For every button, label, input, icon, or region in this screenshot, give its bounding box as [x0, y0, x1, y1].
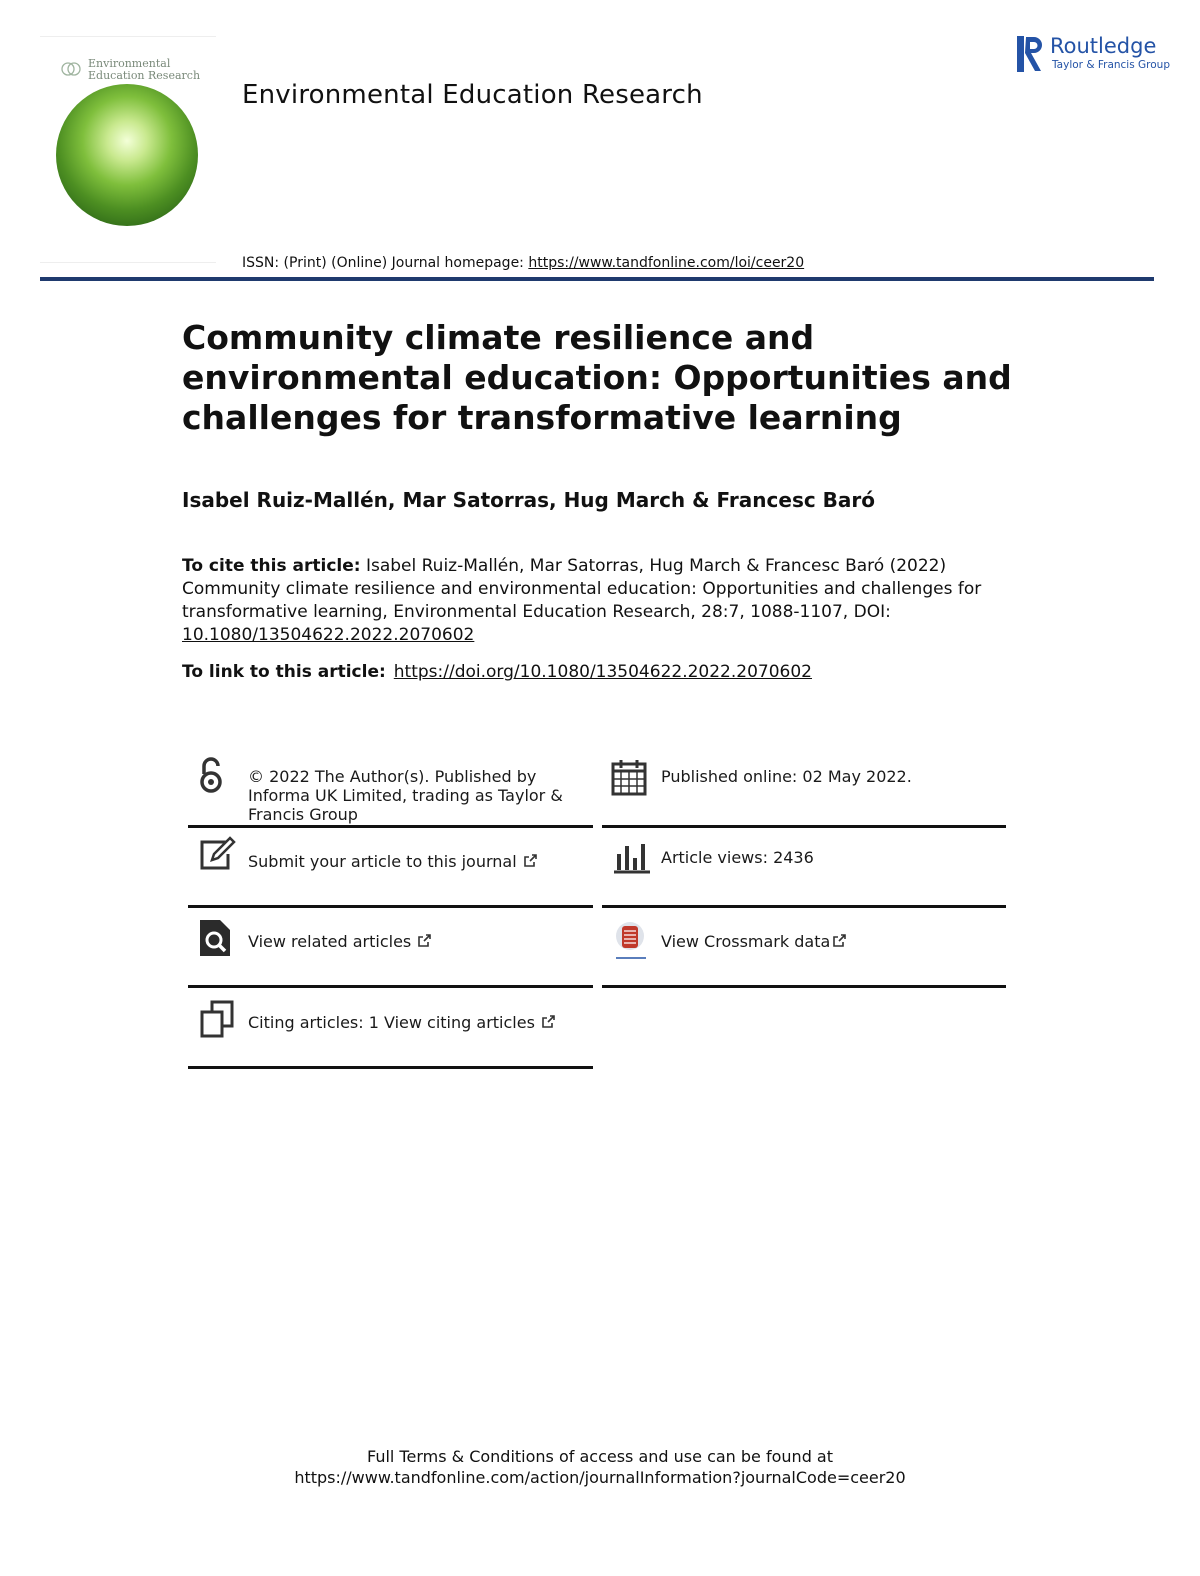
related-articles-text: View related articles: [248, 932, 412, 951]
open-access-icon: [194, 756, 234, 796]
crossmark-text: View Crossmark data: [661, 932, 831, 951]
cover-top-line: [40, 36, 216, 37]
edit-icon: [198, 836, 238, 876]
divider: [188, 1066, 593, 1069]
issn-text: ISSN: (Print) (Online) Journal homepage:: [242, 255, 529, 271]
crossmark-link[interactable]: [661, 932, 846, 951]
cover-bottom-line: [40, 262, 216, 263]
cover-title: Environmental Education Research: [88, 57, 201, 82]
bar-chart-icon: [612, 838, 652, 878]
header-rule: [40, 277, 1154, 281]
divider: [602, 825, 1006, 828]
external-link-icon: [523, 854, 537, 868]
external-link-icon: [832, 934, 846, 948]
citing-articles-text: Citing articles: 1 View citing articles: [248, 1013, 535, 1032]
search-document-icon: [198, 918, 238, 958]
calendar-icon: [610, 758, 650, 798]
license-text: © 2022 The Author(s). Published by Informa UK Limited, trading as Taylor & Francis Group: [248, 767, 563, 824]
routledge-logo-icon: [1016, 34, 1046, 74]
article-title: Community climate resilience and environmental education: Opportunities and challenges for transformative learning: [182, 318, 1012, 437]
footer-terms-link[interactable]: https://www.tandfonline.com/action/journalInformation?journalCode=ceer20: [294, 1468, 906, 1487]
cover-logo-icon: [60, 60, 82, 78]
article-views: Article views: 2436: [661, 848, 814, 867]
link-label: To link to this article:: [182, 662, 386, 682]
publisher-sub: Taylor & Francis Group: [1052, 59, 1170, 71]
divider: [188, 985, 593, 988]
cite-label: To cite this article:: [182, 556, 361, 576]
submit-article-link[interactable]: [248, 852, 537, 871]
journal-homepage-link[interactable]: https://www.tandfonline.com/loi/ceer20: [528, 255, 805, 271]
crossmark-icon: [612, 920, 652, 960]
external-link-icon: [417, 934, 431, 948]
cite-doi-link[interactable]: 10.1080/13504622.2022.2070602: [182, 625, 475, 645]
divider: [188, 905, 593, 908]
citing-articles-link[interactable]: [248, 1013, 555, 1032]
cite-text: Isabel Ruiz-Mallén, Mar Satorras, Hug March & Francesc Baró (2022) Community climate resilience and environmental education: Opportunities and challenges for transformative learning, Environmental Education Research, 28:7, 1088-1107, DOI:: [182, 556, 982, 622]
footer: [0, 1446, 1200, 1488]
related-articles-link[interactable]: [248, 932, 431, 951]
journal-name: Environmental Education Research: [242, 80, 703, 110]
divider: [602, 985, 1006, 988]
external-link-icon: [541, 1015, 555, 1029]
article-authors: Isabel Ruiz-Mallén, Mar Satorras, Hug March & Francesc Baró: [182, 488, 876, 512]
divider: [602, 905, 1006, 908]
divider: [188, 825, 593, 828]
citation-block: [182, 555, 1002, 647]
issn-line: [242, 255, 804, 271]
article-doi-link[interactable]: https://doi.org/10.1080/13504622.2022.2070602: [393, 662, 812, 682]
citing-documents-icon: [198, 1000, 238, 1040]
submit-article-text: Submit your article to this journal: [248, 852, 517, 871]
footer-terms: Full Terms & Conditions of access and use can be found at: [366, 1447, 834, 1466]
published-date: Published online: 02 May 2022.: [661, 767, 912, 786]
cover-forest-image: [56, 84, 198, 226]
article-link-row: [182, 662, 812, 682]
publisher-name: Routledge: [1050, 34, 1157, 58]
